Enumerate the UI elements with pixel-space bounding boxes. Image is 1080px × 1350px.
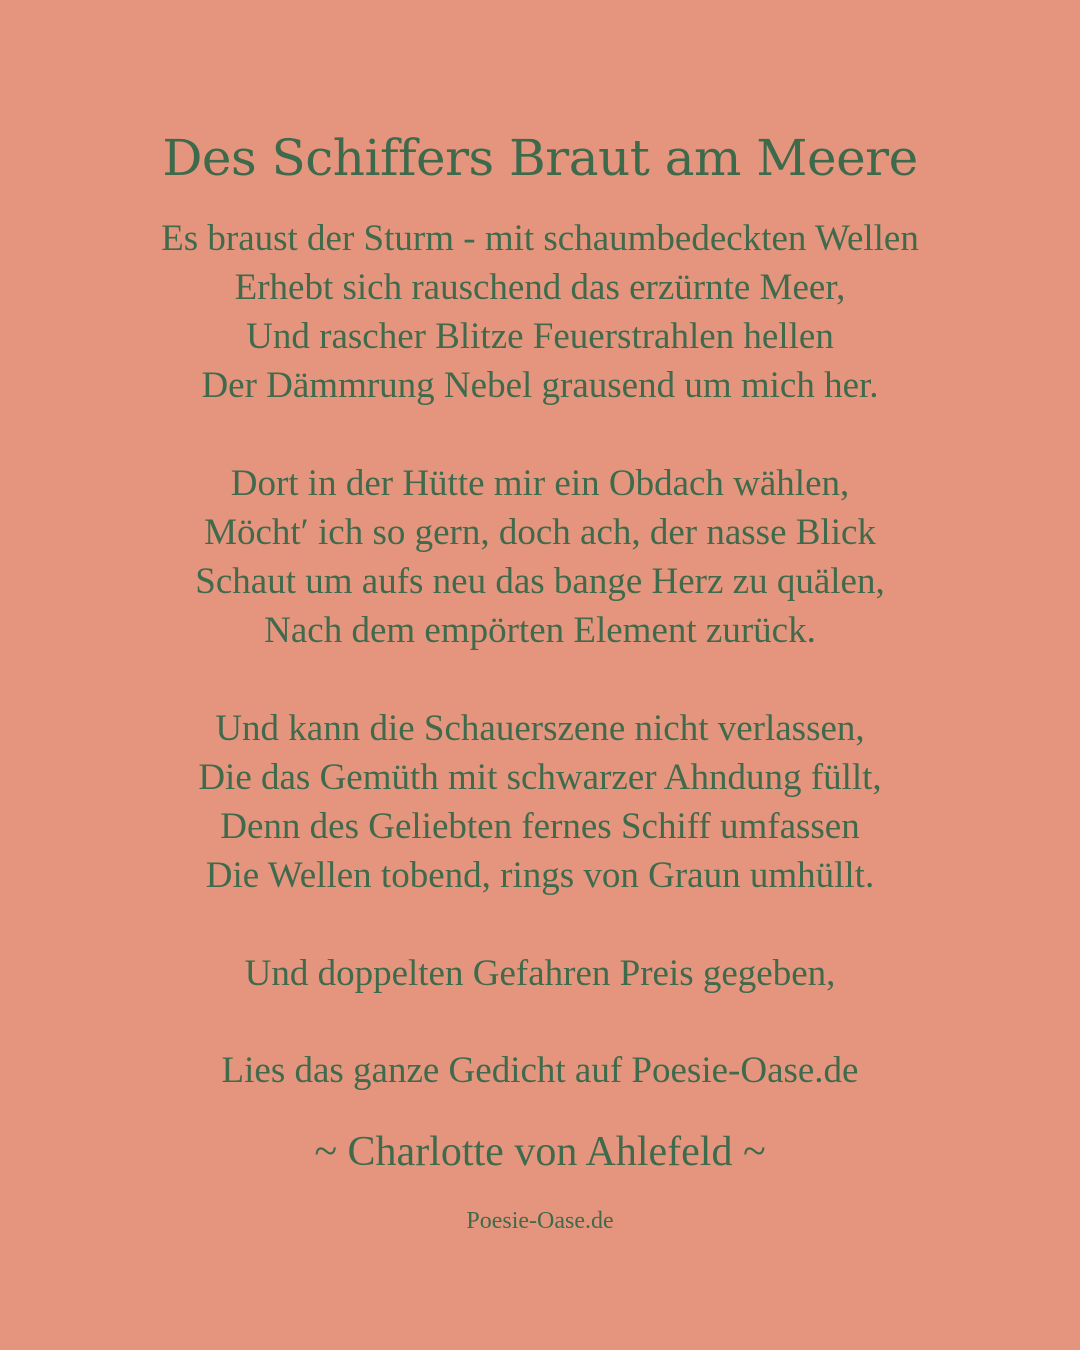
- read-more-text: Lies das ganze Gedicht auf Poesie-Oase.de: [221, 1050, 859, 1091]
- poem-line: Und rascher Blitze Feuerstrahlen hellen: [246, 316, 834, 357]
- poem-body: [0, 214, 1080, 1047]
- poem-line: Der Dämmrung Nebel grausend um mich her.: [201, 365, 879, 406]
- poem-line: Und kann die Schauerszene nicht verlassen,: [215, 708, 865, 749]
- poem-line: Die Wellen tobend, rings von Graun umhüllt.: [205, 855, 875, 896]
- poem-line: Die das Gemüth mit schwarzer Ahndung füllt,: [198, 757, 882, 798]
- poem-line: Denn des Geliebten fernes Schiff umfassen: [220, 806, 860, 847]
- poem-line: Erhebt sich rauschend das erzürnte Meer,: [234, 267, 846, 308]
- poem-line: Nach dem empörten Element zurück.: [264, 610, 816, 651]
- stanza-1: [0, 214, 1080, 410]
- stanza-3: [0, 704, 1080, 900]
- poem-line: Und doppelten Gefahren Preis gegeben,: [244, 953, 836, 994]
- author-name: ~ Charlotte von Ahlefeld ~: [314, 1129, 766, 1175]
- stanza-4: [0, 949, 1080, 998]
- site-footer: Poesie-Oase.de: [466, 1208, 614, 1234]
- poem-line: Es braust der Sturm - mit schaumbedeckten Wellen: [161, 218, 919, 259]
- poem-line: Möcht′ ich so gern, doch ach, der nasse Blick: [204, 512, 876, 553]
- poem-line: Dort in der Hütte mir ein Obdach wählen,: [230, 463, 850, 504]
- stanza-2: [0, 459, 1080, 655]
- poem-title: Des Schiffers Braut am Meere: [162, 129, 918, 187]
- poem-line: Schaut um aufs neu das bange Herz zu quälen,: [195, 561, 885, 602]
